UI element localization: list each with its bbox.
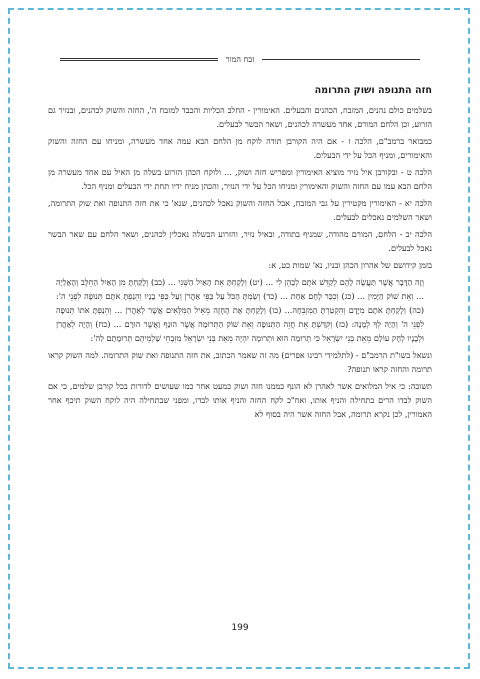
header-rule-left xyxy=(60,58,218,61)
running-header xyxy=(60,52,420,66)
paragraph-2: כמבואר ברמב"ם, הלכה ז - אם היה הקורבן תודה לוקח מן הלחם הבא עמה אחד מעשרה, ומניחו עם החזה והשוק והאימורים, ומניף הכל על ידי הבעלים. xyxy=(48,136,432,160)
torah-quote: וְזֶה הַדָּבָר אֲשֶׁר תַּעֲשֶׂה לָהֶם לְקַדֵּשׁ אֹתָם לְכַהֵן לִי ... (יט) וְלָקַחְתָּ אֵת הָאַיִל הַשֵּׁנִי ... (כב) וְלָקַחְתָּ מִן הָאַיִל הַחֵלֶב וְהָאַלְיָה ... וְאֵת שׁוֹק הַיָּמִין ... (כג) וְכִכַּר לֶחֶם אַחַת ... (כד) וְשַׂמְתָּ הַכֹּל עַל כַּפֵּי אַהֲרֹן וְעַל כַּפֵּי בָנָיו וְהֵנַפְתָּ אֹתָם תְּנוּפָה לִפְנֵי ה': (כה) וְלָקַחְתָּ אֹתָם מִיָּדָם וְהִקְטַרְתָּ הַמִּזְבֵּחָה... (כו) וְלָקַחְתָּ אֶת הֶחָזֶה מֵאֵיל הַמִּלֻּאִים אֲשֶׁר לְאַהֲרֹן ... וְהֵנַפְתָּ אֹתוֹ תְּנוּפָה לִפְנֵי ה' וְהָיָה לְךָ לְמָנָה: (כז) וְקִדַּשְׁתָּ אֵת חֲזֵה הַתְּנוּפָה וְאֵת שׁוֹק הַתְּרוּמָה אֲשֶׁר הוּנַף וַאֲשֶׁר הוּרָם ... (כח) וְהָיָה לְאַהֲרֹן וּלְבָנָיו לְחָק עוֹלָם מֵאֵת בְּנֵי יִשְׂרָאֵל כִּי תְרוּמָה הוּא וּתְרוּמָה יִהְיֶה מֵאֵת בְּנֵי יִשְׂרָאֵל מִזִּבְחֵי שַׁלְמֵיהֶם תְּרוּמָתָם לַה': xyxy=(56,277,424,343)
paragraph-3: הלכה ט - ובקורבן איל נזיר מוציא האימורין ומפריש חזה ושוק, ... ולוקח הכהן הזרוע בשלה מן האיל עם אחד מעשרה מן הלחם הבא עמו עם החזה והשוק והאימורין ומניחו הכל על ידי הנזיר, והכהן מניח ידיו תחת ידי הבעלים ומניף הכל. xyxy=(48,167,432,191)
paragraph-5: הלכה יב - הלחם, המורם מהודה, שמניף בתודה, ובאיל נזיר, והזרוע הבשלה נאכלין לכהנים, ושאר הלחם עם שאר הבשר נאכל לבעלים. xyxy=(48,229,432,253)
paragraph-8: תשובה: כי איל המלואים אשר לאהרן לא הונף כממנו חזה ושוק כמעט אחר כמו שעושים לדורות בכל קורבן שלמים, כי אם השוק לבדו הרים בתחילה והניף אותו, ואח"כ לקח החזה והניף אותו לבדו, ומפני שבתחילה היה לוקח השוק תיכף אחר האמורין, לכן נקרא תרומה, אבל החזה אשר היה בסוף לא xyxy=(48,381,432,419)
paragraph-4: הלכה יא - האימורין מקטירין על גבי המזבח, אבל החזה והשוק נאכל לכהנים, שנא' כי את חזה התנופה ואת שוק התרומה, ושאר השלמים נאכלים לבעלים. xyxy=(48,198,432,222)
page-number: 199 xyxy=(231,623,249,633)
paragraph-1: בשלמים כולם נהנים, המזבח, הכהנים והבעלים. האימורין - החלב הכליות והכבד למזבח ה', החזה והשוק לכהנים, ובנזיר גם הזרוע, וכן הלחם המורם, אחד מעשרה לכהנים, ושאר הבשר לבעלים. xyxy=(48,105,432,129)
paragraph-7: ונשאל בשו"ת הרמב"ם - (לתלמידי רבינו אפרים) מה זה שאמר הכתוב, את חזה התנופה ואת שוק התרומה. למה השוק קראו תרומה והחזה קראו תנופה? xyxy=(48,350,432,374)
header-rule-right xyxy=(262,59,420,60)
section-title: חזה התנופה ושוק התרומה xyxy=(314,85,432,96)
running-header-title: זבח המור xyxy=(225,54,255,64)
paragraph-6: בזמן קידושם של אהרון הכהן ובניו, נא' שמות כט, א: xyxy=(268,260,432,270)
page-body xyxy=(48,84,432,424)
